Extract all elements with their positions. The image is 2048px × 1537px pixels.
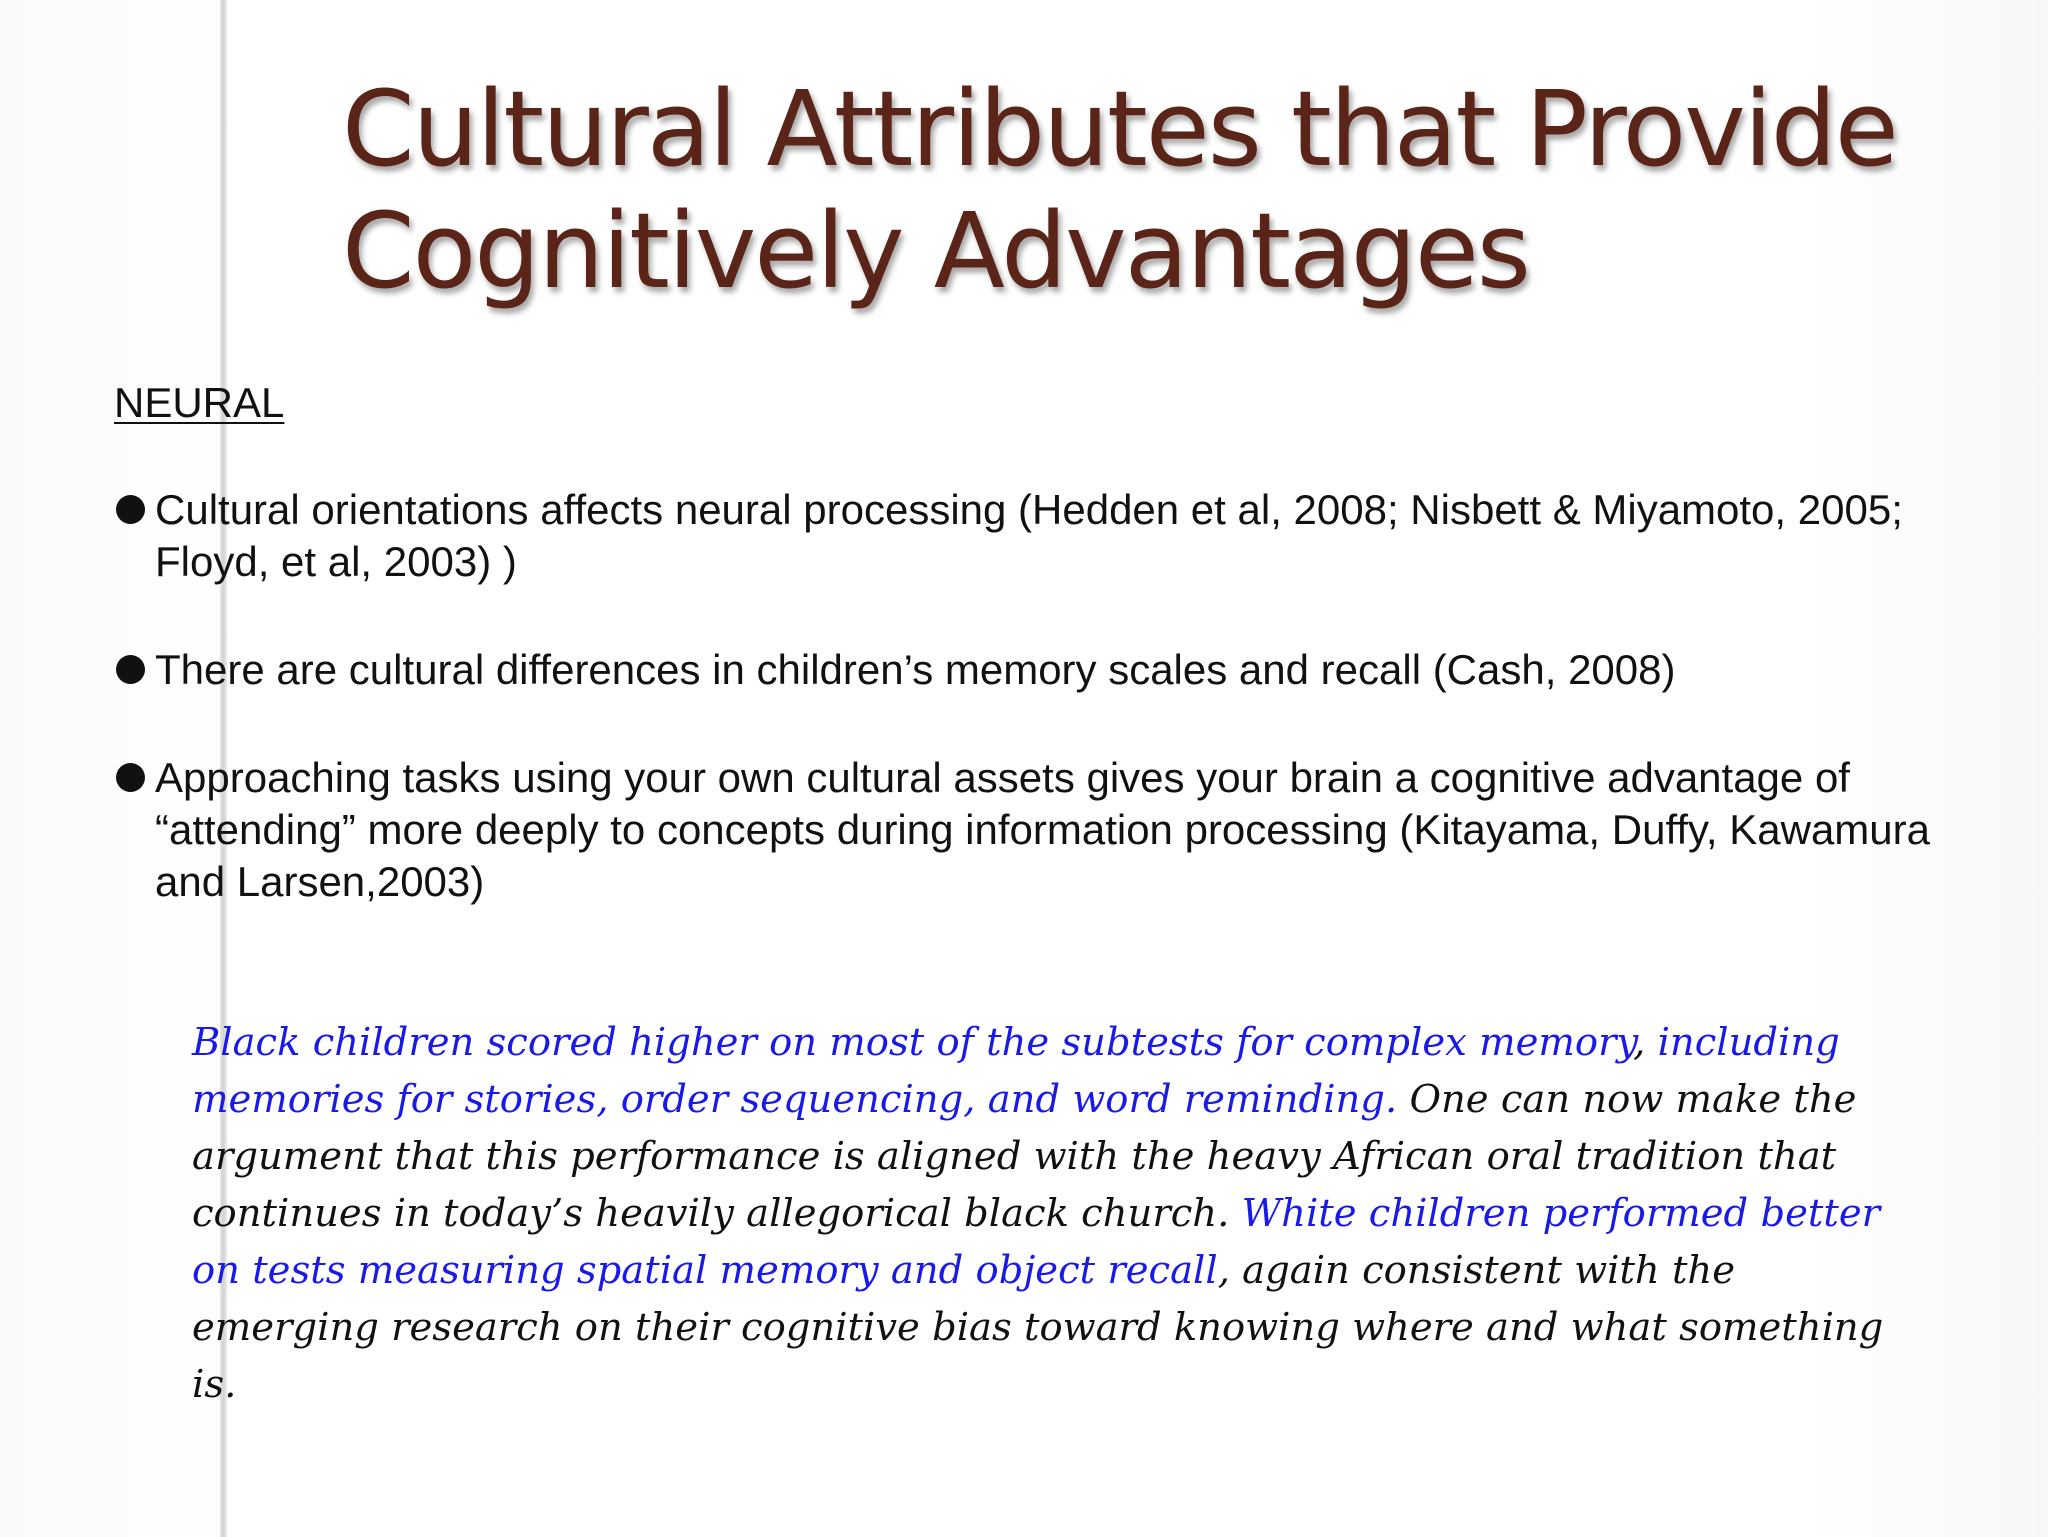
bullet-dot-icon (116, 763, 145, 792)
bullet-list (114, 484, 2004, 964)
section-heading: NEURAL (114, 379, 285, 426)
quote-highlight-complex-memory: Black children scored higher on most of the subtests for complex memory (192, 1020, 1634, 1065)
bullet-dot-icon (116, 495, 145, 524)
bullet-item (114, 644, 2004, 696)
quote-highlight-spatial-memory: White children performed better on tests measuring spatial memory and object recall (192, 1191, 1881, 1293)
slide-title-line-2: Cognitively Advantages (342, 190, 1529, 312)
slide-title-line-1: Cultural Attributes that Provide (342, 68, 1897, 190)
quote-text-oral-tradition: One can now make the argument that this performance is aligned with the heavy African oral tradition that continues in today’s heavily allegorical black church. (192, 1077, 1857, 1236)
bullet-item (114, 484, 2004, 588)
slide-title (342, 68, 1992, 312)
quote-highlight-memories: including memories for stories, order sequencing, and word reminding. (192, 1020, 1840, 1122)
bullet-item (114, 752, 2004, 908)
bullet-text: There are cultural differences in children’s memory scales and recall (Cash, 2008) (155, 646, 1676, 693)
bullet-text: Approaching tasks using your own cultural assets gives your brain a cognitive advantage of “attending” more deeply to concepts during information processing (Kitayama, Duffy, Kawamura and Larsen,2003) (155, 754, 1930, 905)
bullet-text: Cultural orientations affects neural processing (Hedden et al, 2008; Nisbett & Miyamoto, 2005; Floyd, et al, 2003) ) (155, 486, 1903, 585)
quote-paragraph (192, 1014, 1912, 1413)
quote-text-separator: , (1633, 1020, 1658, 1065)
bullet-dot-icon (116, 655, 145, 684)
quote-text-cognitive-bias: , again consistent with the emerging research on their cognitive bias toward knowing where and what something is. (192, 1248, 1884, 1407)
